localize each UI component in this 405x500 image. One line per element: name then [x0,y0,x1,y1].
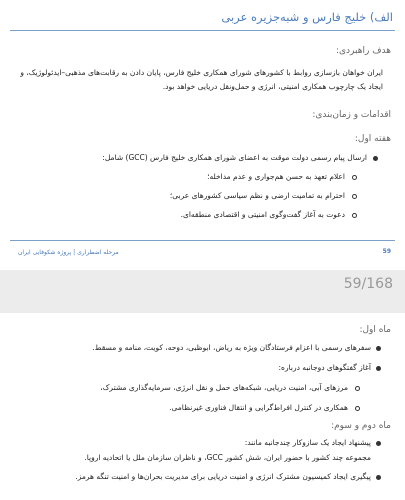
goal-line-1: ایران خواهان بازسازی روابط با کشورهای شورای همکاری خلیج فارس، پایان دادن به رقابت‌های مذهبی–ایدئولوژیک، و [20,68,383,77]
bullet-hollow-icon [352,213,357,218]
week-heading: هفته اول: [354,134,391,144]
page-footer-number: 59 [382,248,391,255]
bullet-filled-icon [376,346,381,351]
bullet-filled-icon [376,366,381,371]
month1-heading: ماه اول: [359,325,391,335]
list-subitem: احترام به تمامیت ارضی و نظم سیاسی کشورهای عربی؛ [169,191,345,200]
goal-line-2: ایجاد یک چارچوب همکاری امنیتی، انرژی و حمل‌ونقل دریایی خواهد بود. [162,82,383,91]
title-divider [10,30,395,31]
goal-paragraph [18,66,383,94]
bullet-hollow-icon [352,175,357,180]
list-item: پیگیری ایجاد کمیسیون مشترک انرژی و امنیت دریایی برای مدیریت بحران‌ها و امنیت تنگه هرمز. [75,472,371,481]
actions-heading: اقدامات و زمان‌بندی: [312,110,391,120]
list-subitem: همکاری در کنترل افراط‌گرایی و انتقال فناوری غیرنظامی. [169,403,348,412]
list-item-continuation: مجموعه چند کشور با حضور ایران، شش کشور GCC، و ناظران سازمان ملل یا اتحادیه اروپا. [84,453,371,462]
bullet-hollow-icon [352,194,357,199]
bullet-hollow-icon [355,386,360,391]
bullet-filled-icon [376,441,381,446]
list-subitem: اعلام تعهد به حسن هم‌جواری و عدم مداخله؛ [207,172,345,181]
goal-heading: هدف راهبردی: [335,46,391,56]
list-item: پیشنهاد ایجاد یک سازوکار چندجانبه مانند: [244,438,371,447]
bullet-hollow-icon [355,406,360,411]
section-title: الف) خلیج فارس و شبه‌جزیره عربی [221,10,393,24]
document-page-60 [0,313,405,500]
bullet-filled-icon [376,475,381,480]
page-footer-text: مرحله اضطراری | پروژه شکوفایی ایران [18,249,119,256]
list-item: سفرهای رسمی با اعزام فرستادگان ویژه به ریاض، ابوظبی، دوحه، کویت، منامه و مسقط. [92,343,371,352]
list-subitem: دعوت به آغاز گفت‌وگوی امنیتی و اقتصادی منطقه‌ای. [180,210,345,219]
list-item: ارسال پیام رسمی دولت موقت به اعضای شورای همکاری خلیج فارس (GCC) شامل: [102,153,367,162]
month23-heading: ماه دوم و سوم: [331,421,391,431]
footer-divider [10,240,395,241]
list-subitem: مرزهای آبی، امنیت دریایی، شبکه‌های حمل و نقل انرژی، سرمایه‌گذاری مشترک، [100,383,348,392]
page-counter: 59/168 [343,276,393,292]
bullet-filled-icon [373,156,378,161]
list-item: آغاز گفتگوهای دوجانبه درباره: [278,363,371,372]
